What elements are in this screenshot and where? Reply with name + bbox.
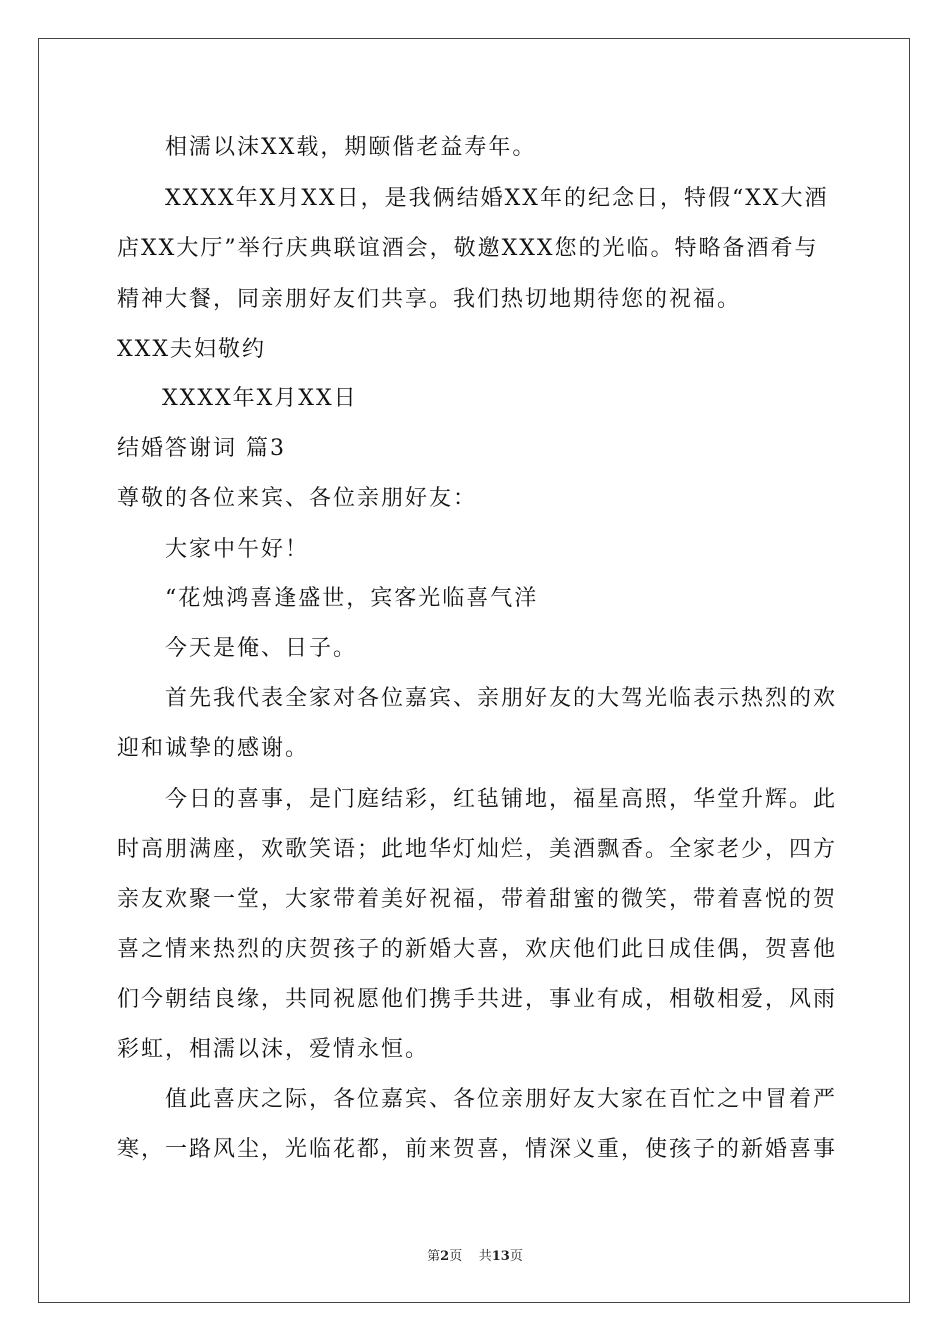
text-line: 今日的喜事，是门庭结彩，红毡铺地，福星高照，华堂升辉。此: [165, 787, 838, 812]
text-line: 精神大餐，同亲朋好友们共享。我们热切地期待您的祝福。: [117, 287, 742, 312]
footer-page-unit: 页: [449, 1249, 463, 1264]
total-page-count: 13: [491, 1249, 510, 1264]
text-line: 尊敬的各位来宾、各位亲朋好友：: [117, 486, 478, 511]
text-line: 亲友欢聚一堂，大家带着美好祝福，带着甜蜜的微笑，带着喜悦的贺: [117, 887, 838, 912]
text-line: 店XX大厅”举行庆典联谊酒会，敬邀XXX您的光临。特略备酒肴与: [117, 236, 819, 261]
footer-total-unit: 页: [509, 1249, 523, 1264]
text-line: 迎和诚挚的感谢。: [117, 736, 310, 761]
text-line: 寒，一路风尘，光临花都，前来贺喜，情深义重，使孩子的新婚喜事: [117, 1137, 838, 1162]
text-line: 们今朝结良缘，共同祝愿他们携手共进，事业有成，相敬相爱，风雨: [117, 987, 838, 1012]
text-line: 今天是俺、日子。: [165, 636, 358, 661]
text-line: XXXX年X月XX日: [162, 386, 358, 411]
section-heading: 结婚答谢词 篇3: [117, 436, 286, 461]
text-line: 彩虹，相濡以沫，爱情永恒。: [117, 1037, 430, 1062]
text-line: 相濡以沫XX载，期颐偕老益寿年。: [165, 135, 537, 160]
text-line: 大家中午好！: [165, 537, 310, 562]
current-page-number: 2: [440, 1249, 450, 1264]
text-line: 首先我代表全家对各位嘉宾、亲朋好友的大驾光临表示热烈的欢: [165, 686, 838, 711]
text-line: XXXX年X月XX日，是我俩结婚XX年的纪念日，特假“XX大酒: [165, 186, 829, 211]
page-footer: [0, 1248, 950, 1266]
text-line: 喜之情来热烈的庆贺孩子的新婚大喜，欢庆他们此日成佳偶，贺喜他: [117, 937, 838, 962]
text-line: 值此喜庆之际，各位嘉宾、各位亲朋好友大家在百忙之中冒着严: [165, 1087, 838, 1112]
text-line: 时高朋满座，欢歌笑语；此地华灯灿烂，美酒飘香。全家老少，四方: [117, 837, 838, 862]
footer-total-prefix: 共: [478, 1249, 492, 1264]
footer-prefix: 第: [427, 1249, 441, 1264]
text-line: XXX夫妇敬约: [117, 337, 266, 362]
text-line: “花烛鸿喜逢盛世，宾客光临喜气洋: [165, 586, 539, 611]
